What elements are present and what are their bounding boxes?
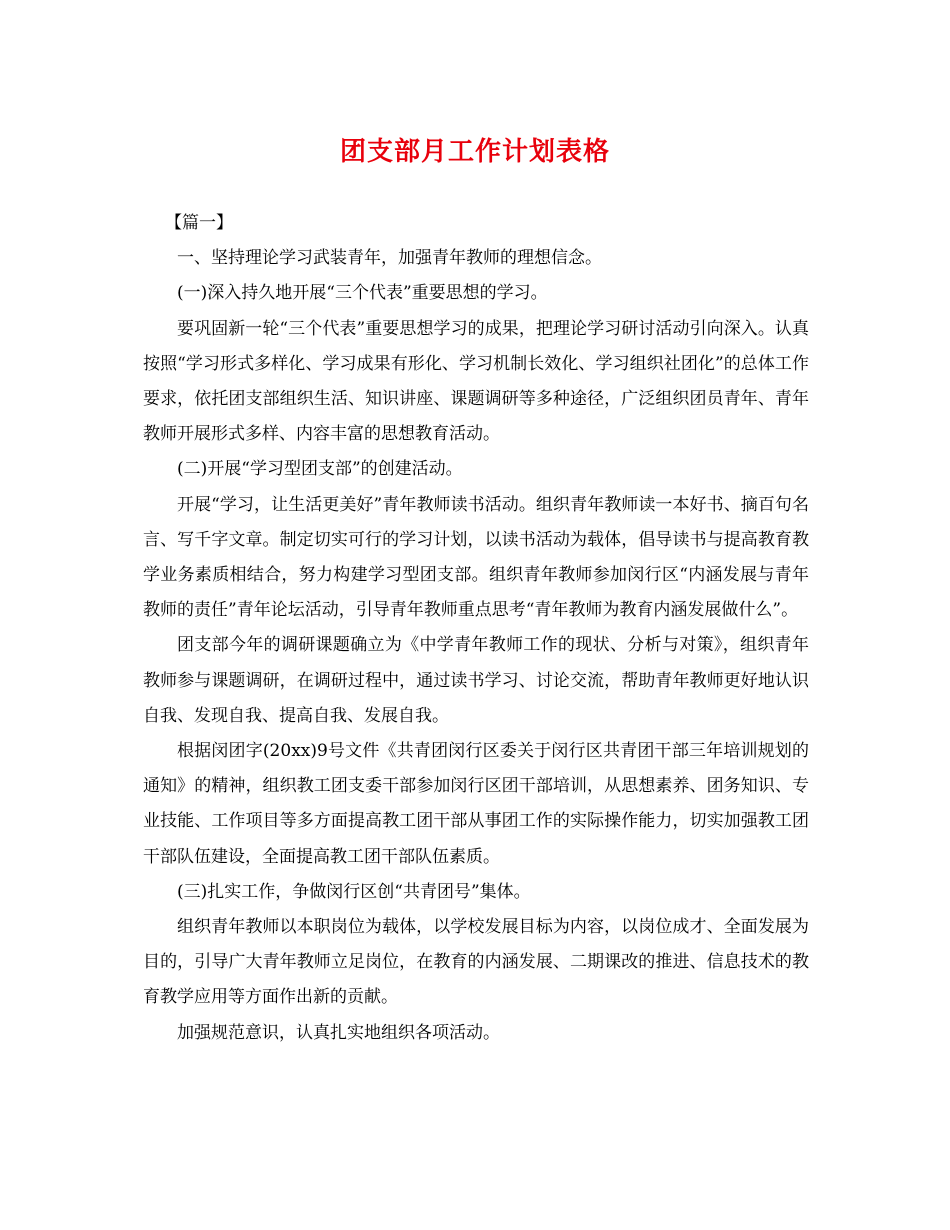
body-paragraph: 团支部今年的调研课题确立为《中学青年教师工作的现状、分析与对策》，组织青年教师参与课题调研，在调研过程中，通过读书学习、讨论交流，帮助青年教师更好地认识自我、发现自我、提高自我、发展自我。 xyxy=(143,635,809,726)
heading-level-2: (二)开展“学习型团支部”的创建活动。 xyxy=(177,459,463,480)
body-paragraph: 要巩固新一轮“三个代表”重要思想学习的成果，把理论学习研讨活动引向深入。认真按照“学习形式多样化、学习成果有形化、学习机制长效化、学习组织社团化”的总体工作要求，依托团支部组织生活、知识讲座、课题调研等多种途径，广泛组织团员青年、青年教师开展形式多样、内容丰富的思想教育活动。 xyxy=(143,318,809,445)
body-paragraph: 根据闵团字(20xx)9号文件《共青团闵行区委关于闵行区共青团干部三年培训规划的通知》的精神，组织教工团支委干部参加闵行区团干部培训，从思想素养、团务知识、专业技能、工作项目等多方面提高教工团干部从事团工作的实际操作能力，切实加强教工团干部队伍建设，全面提高教工团干部队伍素质。 xyxy=(143,741,809,867)
heading-level-2: (一)深入持久地开展“三个代表”重要思想的学习。 xyxy=(177,283,548,304)
section-heading-part-one: 【篇一】 xyxy=(165,213,233,233)
body-paragraph: 组织青年教师以本职岗位为载体，以学校发展目标为内容，以岗位成才、全面发展为目的，引导广大青年教师立足岗位，在教育的内涵发展、二期课改的推进、信息技术的教育教学应用等方面作出新的贡献。 xyxy=(143,917,809,1008)
heading-level-2: (三)扎实工作，争做闵行区创“共青团号”集体。 xyxy=(177,881,531,902)
document-body xyxy=(143,206,809,1051)
document-title: 团支部月工作计划表格 xyxy=(339,137,610,167)
body-paragraph: 开展“学习，让生活更美好”青年教师读书活动。组织青年教师读一本好书、摘百句名言、写千字文章。制定切实可行的学习计划，以读书活动为载体，倡导读书与提高教育教学业务素质相结合，努力构建学习型团支部。组织青年教师参加闵行区“内涵发展与青年教师的责任”青年论坛活动，引导青年教师重点思考“青年教师为教育内涵发展做什么”。 xyxy=(143,494,809,621)
heading-level-1: 一、坚持理论学习武装青年，加强青年教师的理想信念。 xyxy=(177,248,602,269)
body-paragraph: 加强规范意识，认真扎实地组织各项活动。 xyxy=(177,1022,500,1043)
